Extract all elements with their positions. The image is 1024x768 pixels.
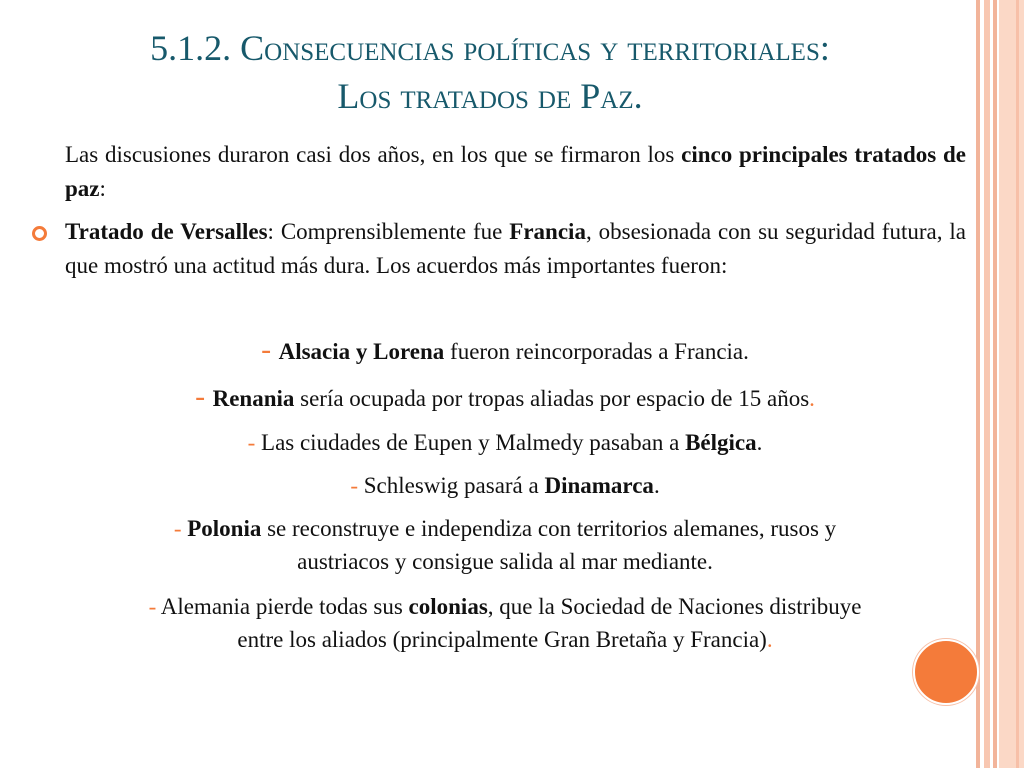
item-text: .: [653, 473, 660, 498]
item-text: sería ocupada por tropas aliadas por espacio de 15 años: [294, 386, 810, 411]
item-bold: Dinamarca: [544, 473, 654, 498]
list-item: [40, 469, 970, 503]
intro-paragraph: [65, 138, 966, 206]
versalles-text: : Comprensiblemente fue: [267, 219, 510, 244]
decor-stripe: [993, 0, 997, 768]
dash-marker: -: [148, 594, 161, 619]
intro-text: Las discusiones duraron casi dos años, en los que se firmaron los: [65, 142, 682, 167]
versalles-paragraph: [65, 215, 966, 283]
dash-marker: -: [247, 430, 262, 455]
item-text: , que la Sociedad de Naciones distribuye: [487, 594, 862, 619]
dash-marker: -: [173, 516, 188, 541]
list-item: [40, 380, 970, 416]
item-text: fueron reincorporadas a Francia.: [444, 339, 749, 364]
list-item: [40, 590, 970, 624]
bullet-icon: [32, 226, 47, 241]
item-bold: Renania: [212, 386, 295, 411]
slide-title-line2: Los tratados de Paz.: [337, 76, 643, 116]
slide-title-line1: 5.1.2. Consecuencias políticas y territoriales:: [150, 28, 830, 68]
intro-bold: cinco principales tratados de paz: [65, 142, 966, 201]
item-bold: Polonia: [187, 516, 262, 541]
dash-marker: -: [350, 473, 364, 498]
item-end: .: [809, 386, 815, 411]
versalles-bold-title: Tratado de Versalles: [65, 219, 268, 244]
item-bold: Alsacia y Lorena: [278, 339, 445, 364]
list-item: [40, 426, 970, 460]
decor-stripe: [976, 0, 980, 768]
list-item: [40, 512, 970, 546]
intro-text-end: :: [99, 176, 106, 201]
item-text: .: [756, 430, 763, 455]
decor-stripe: [999, 0, 1024, 768]
item-end: .: [766, 627, 773, 652]
item-line2: entre los aliados (principalmente Gran Bretaña y Francia): [237, 627, 767, 652]
item-bold: colonias: [408, 594, 488, 619]
item-pre: Alemania pierde todas sus: [160, 594, 409, 619]
list-item-continuation: [40, 623, 970, 657]
item-pre: Schleswig pasará a: [363, 473, 545, 498]
dash-marker: -: [261, 333, 279, 366]
versalles-text-end: , obsesionada con su seguridad futura, la que mostró una actitud más dura. Los acuerdos más importantes fueron:: [65, 219, 966, 278]
decor-stripe: [984, 0, 990, 768]
slide-title: [40, 24, 940, 120]
dash-marker: -: [195, 380, 213, 413]
versalles-bold-francia: Francia: [509, 219, 586, 244]
list-item: [40, 333, 970, 369]
item-text: se reconstruye e independiza con territorios alemanes, rusos y: [261, 516, 837, 541]
item-pre: Las ciudades de Eupen y Malmedy pasaban a: [261, 430, 686, 455]
item-bold: Bélgica: [685, 430, 757, 455]
decor-stripe: [1016, 0, 1019, 768]
list-item-continuation: austriacos y consigue salida al mar mediante.: [297, 549, 713, 574]
